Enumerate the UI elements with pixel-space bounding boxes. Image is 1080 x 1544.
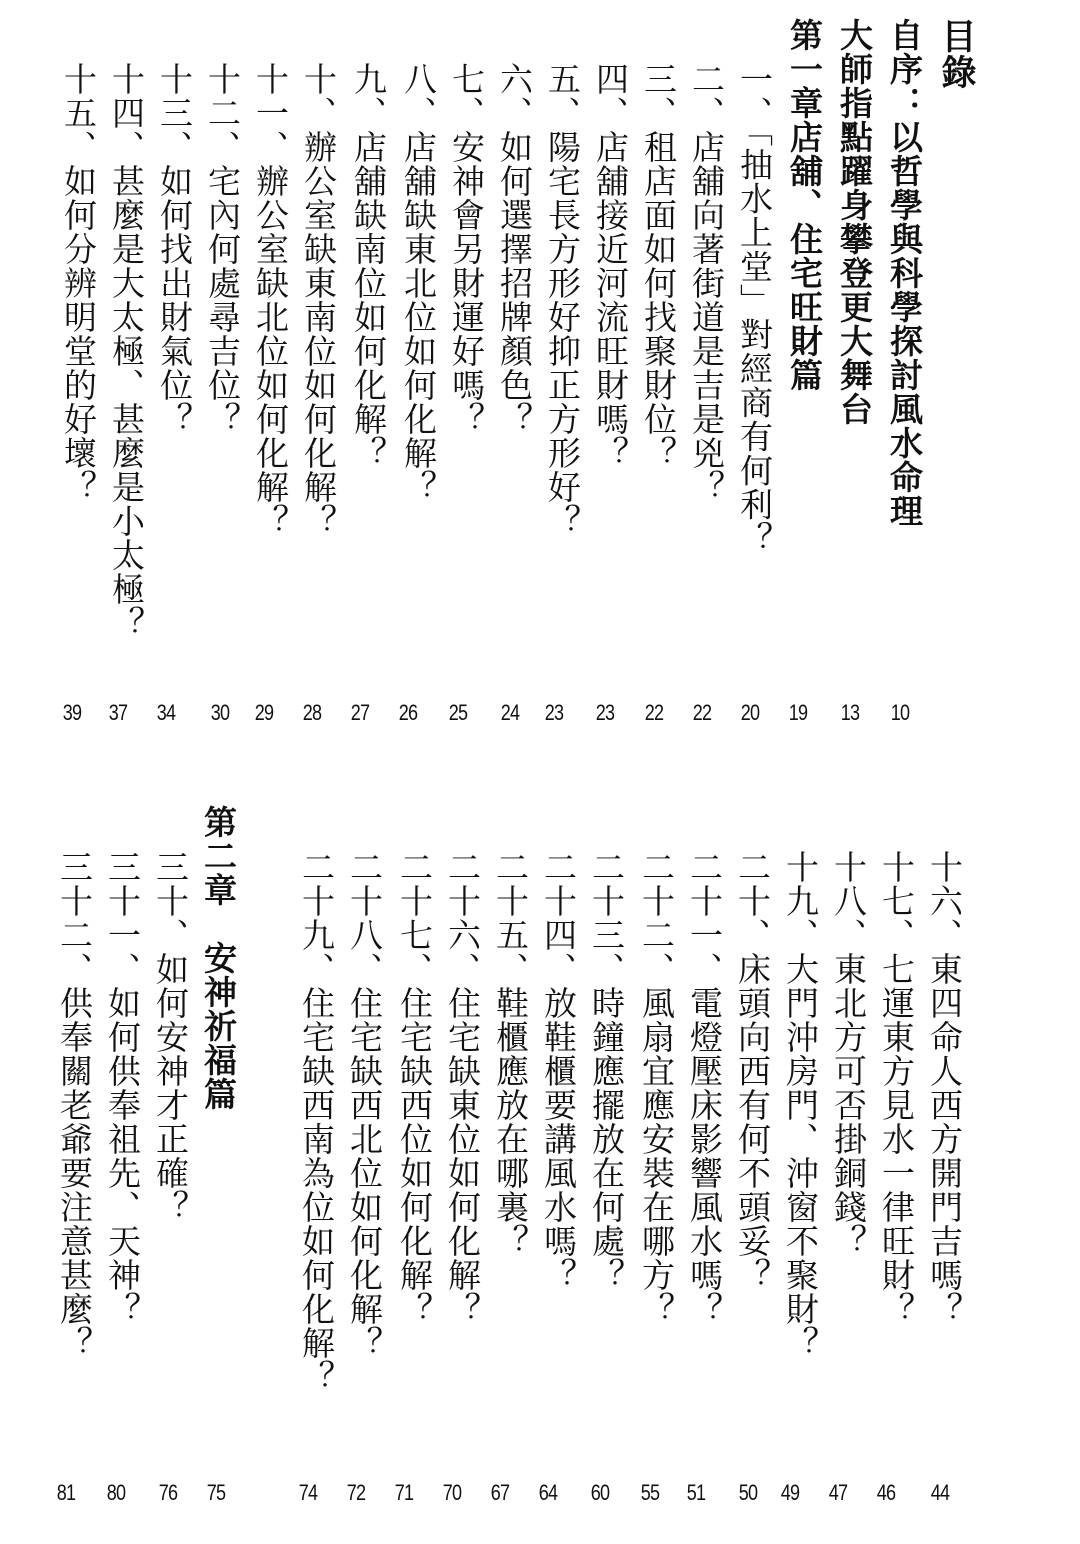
page-number: 13 [840, 700, 860, 725]
toc-entry-16[interactable]: 十六、東四命人西方開門吉嗎？ [925, 850, 964, 1326]
toc-entry-29[interactable]: 二十九、住宅缺西南為位如何化解？ [297, 850, 336, 1394]
toc-entry-20[interactable]: 二十、床頭向西有何不頭妥？ [733, 850, 772, 1292]
page-number: 71 [394, 1480, 414, 1505]
toc-entry-21[interactable]: 二十一、電燈壓床影響風水嗎？ [685, 850, 724, 1326]
toc-entry-master[interactable]: 大師指點躍身攀登更大舞台 [835, 18, 874, 426]
page-number: 51 [686, 1480, 706, 1505]
page-number: 44 [930, 1480, 950, 1505]
page-number: 49 [780, 1480, 800, 1505]
page-number: 34 [156, 700, 176, 725]
page-number: 75 [206, 1480, 226, 1505]
page-number: 23 [544, 700, 564, 725]
toc-entry-19[interactable]: 十九、大門沖房門、沖窗不聚財？ [781, 850, 820, 1360]
page-number: 10 [890, 700, 910, 725]
toc-entry-26[interactable]: 二十六、住宅缺東位如何化解？ [443, 850, 482, 1326]
page-number: 22 [644, 700, 664, 725]
page-number: 76 [158, 1480, 178, 1505]
page-number: 26 [398, 700, 418, 725]
toc-entry-8[interactable]: 八、店舖缺東北位如何化解？ [399, 62, 438, 504]
page-number: 37 [108, 700, 128, 725]
page-number: 28 [302, 700, 322, 725]
page-number: 30 [210, 700, 230, 725]
page-number: 81 [56, 1480, 76, 1505]
page-number: 74 [298, 1480, 318, 1505]
toc-entry-1[interactable]: 一、「抽水上堂」對經商有何利？ [735, 62, 774, 556]
toc-entry-30[interactable]: 三十、如何安神才正確？ [151, 850, 190, 1224]
page-number: 64 [538, 1480, 558, 1505]
page-number: 19 [788, 700, 808, 725]
page-number: 23 [595, 700, 615, 725]
page-number: 72 [346, 1480, 366, 1505]
toc-entry-9[interactable]: 九、店舖缺南位如何化解？ [349, 62, 388, 470]
toc-title: 目錄 [936, 18, 977, 90]
page-number: 39 [62, 700, 82, 725]
toc-entry-preface[interactable]: 自序：以哲學與科學探討風水命理 [885, 18, 924, 528]
page-number: 80 [106, 1480, 126, 1505]
toc-entry-32[interactable]: 三十二、供奉關老爺要注意甚麼？ [55, 850, 94, 1360]
toc-entry-2[interactable]: 二、店舖向著街道是吉是兇？ [687, 62, 726, 504]
toc-entry-3[interactable]: 三、租店面如何找聚財位？ [639, 62, 678, 470]
toc-entry-27[interactable]: 二十七、住宅缺西位如何化解？ [395, 850, 434, 1326]
toc-entry-31[interactable]: 三十一、如何供奉祖先、天神？ [103, 850, 142, 1326]
toc-entry-7[interactable]: 七、安神會另財運好嗎？ [447, 62, 486, 436]
page-number: 55 [640, 1480, 660, 1505]
toc-entry-chapter-2[interactable]: 第二章 安神祈福篇 [199, 805, 238, 1111]
toc-entry-23[interactable]: 二十三、時鐘應擺放在何處？ [587, 850, 626, 1292]
toc-entry-18[interactable]: 十八、東北方可否掛銅錢？ [829, 850, 868, 1258]
toc-entry-13[interactable]: 十三、如何找出財氣位？ [155, 62, 194, 436]
page-number: 67 [490, 1480, 510, 1505]
page-number: 22 [692, 700, 712, 725]
page-number: 60 [590, 1480, 610, 1505]
page-number: 70 [442, 1480, 462, 1505]
toc-entry-14[interactable]: 十四、甚麼是大太極、甚麼是小太極？ [107, 62, 146, 640]
toc-entry-chapter-1[interactable]: 第一章店舖、住宅旺財篇 [785, 18, 824, 392]
toc-entry-10[interactable]: 十、辦公室缺東南位如何化解？ [299, 62, 338, 538]
page-number: 25 [448, 700, 468, 725]
page-number: 24 [500, 700, 520, 725]
toc-entry-15[interactable]: 十五、如何分辨明堂的好壞？ [59, 62, 98, 504]
page-number: 29 [254, 700, 274, 725]
toc-entry-17[interactable]: 十七、七運東方見水一律旺財？ [877, 850, 916, 1326]
toc-entry-6[interactable]: 六、如何選擇招牌顏色？ [495, 62, 534, 436]
page-number: 20 [740, 700, 760, 725]
toc-entry-28[interactable]: 二十八、住宅缺西北位如何化解？ [345, 850, 384, 1360]
toc-entry-25[interactable]: 二十五、鞋櫃應放在哪裏？ [491, 850, 530, 1258]
page-number: 50 [738, 1480, 758, 1505]
page-number: 47 [828, 1480, 848, 1505]
toc-entry-5[interactable]: 五、陽宅長方形好抑正方形好？ [543, 62, 582, 538]
toc-entry-11[interactable]: 十一、辦公室缺北位如何化解？ [251, 62, 290, 538]
page-number: 46 [876, 1480, 896, 1505]
toc-entry-22[interactable]: 二十二、風扇宜應安裝在哪方？ [637, 850, 676, 1326]
toc-entry-4[interactable]: 四、店舖接近河流旺財嗎？ [591, 62, 630, 470]
page-number: 27 [350, 700, 370, 725]
toc-entry-24[interactable]: 二十四、放鞋櫃要講風水嗎？ [539, 850, 578, 1292]
toc-entry-12[interactable]: 十二、宅內何處尋吉位？ [203, 62, 242, 436]
